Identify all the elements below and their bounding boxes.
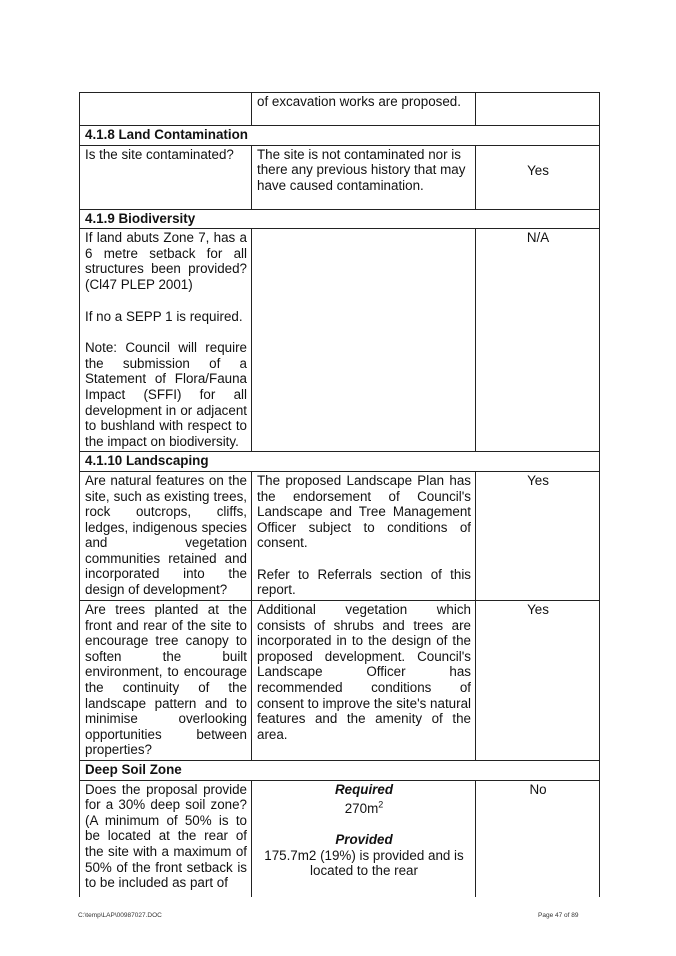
question-cell: Is the site contaminated? [80,145,252,209]
section-heading: 4.1.9 Biodiversity [80,209,600,229]
provided-label: Provided [335,832,393,848]
section-heading: Deep Soil Zone [80,761,600,781]
comment-paragraph: Refer to Referrals section of this report. [257,566,471,598]
assessment-table [79,92,600,897]
table-row [80,780,600,897]
provided-value: 175.7m2 (19%) is provided and is located to the rear [264,847,464,879]
section-heading-row [80,126,600,146]
complies-cell [476,93,600,126]
complies-cell: N/A [476,229,600,452]
section-heading: 4.1.10 Landscaping [80,452,600,472]
section-heading: 4.1.8 Land Contamination [80,126,600,146]
required-label: Required [334,781,394,797]
table-row [80,145,600,209]
comment-cell [252,471,476,600]
comment-cell [252,780,476,897]
comment-cell: Additional vegetation which consists of shrubs and trees are incorporated in to the design of the proposed development. Council's Landscape Officer has recommended conditions of consent to improve the site's natural features and the amenity of the area. [252,601,476,761]
table-row [80,93,600,126]
comment-paragraph: The proposed Landscape Plan has the endorsement of Council's Landscape and Tree Management Officer subject to conditions of consent. [257,472,471,551]
question-paragraph: If land abuts Zone 7, has a 6 metre setback for all structures been provided? (Cl47 PLEP 2001) [85,230,247,292]
section-heading-row [80,452,600,472]
question-paragraph: If no a SEPP 1 is required. [85,308,243,324]
table-row [80,471,600,600]
table-row [80,601,600,761]
table-row [80,229,600,452]
complies-cell: Yes [476,601,600,761]
complies-value: Yes [527,162,549,178]
question-cell: Does the proposal provide for a 30% deep soil zone? (A minimum of 50% is to be located at the rear of the site with a maximum of 50% of the front setback is to be included as part of [80,780,252,897]
comment-cell: of excavation works are proposed. [252,93,476,126]
complies-cell [476,145,600,209]
question-cell: Are natural features on the site, such as existing trees, rock outcrops, cliffs, ledges, indigenous species and vegetation communities retained and incorporated into the design of development? [80,471,252,600]
comment-cell: The site is not contaminated nor is there any previous history that may have caused contamination. [252,145,476,209]
complies-cell: No [476,780,600,897]
note-paragraph: Note: Council will require the submission of a Statement of Flora/Fauna Impact (SFFI) for all development in or adjacent to bushland with respect to the impact on biodiversity. [85,340,247,449]
section-heading-row [80,209,600,229]
footer-page-number: Page 47 of 89 [538,912,579,919]
comment-cell [252,229,476,452]
footer-file-path: C:\temp\LAP\00987027.DOC [78,912,162,919]
question-cell [80,229,252,452]
question-cell [80,93,252,126]
required-value: $270m^2$ [344,799,384,816]
question-cell: Are trees planted at the front and rear of the site to encourage tree canopy to soften the built environment, to encourage the continuity of the landscape pattern and to minimise overlooking opportunities between properties? [80,601,252,761]
complies-cell: Yes [476,471,600,600]
section-heading-row [80,761,600,781]
